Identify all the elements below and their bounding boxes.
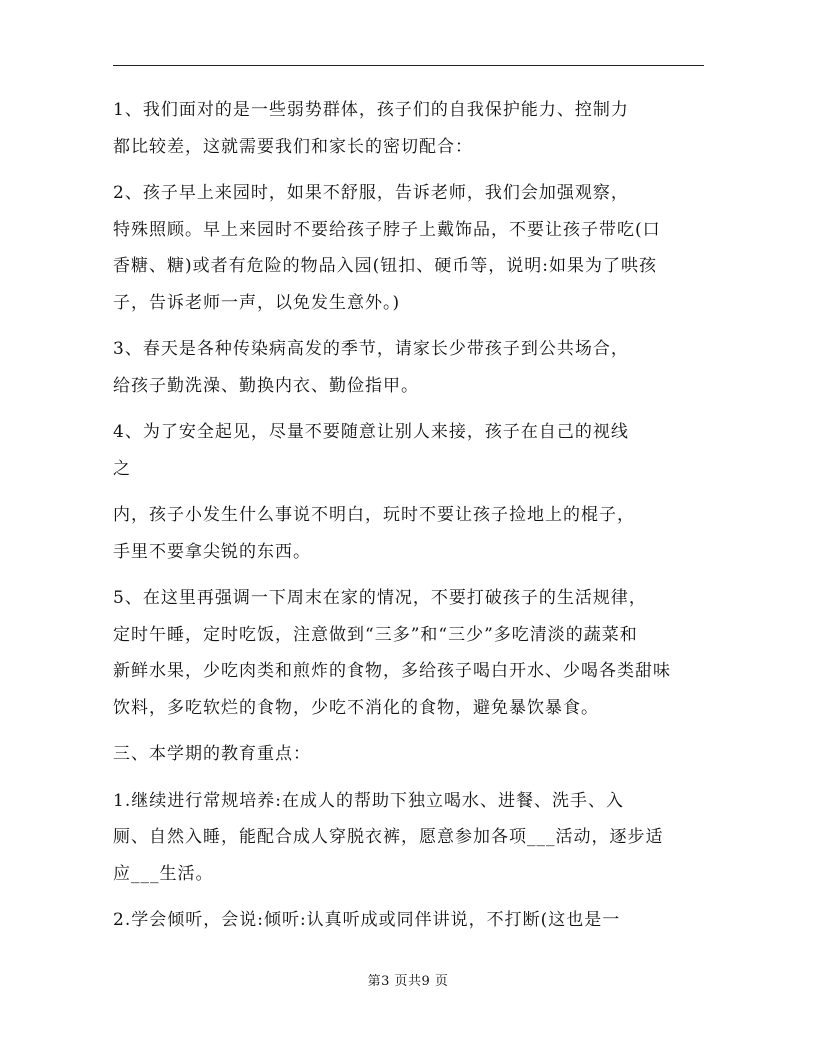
paragraph-line: 新鲜水果，少吃肉类和煎炸的食物，多给孩子喝白开水、少喝各类甜味 <box>113 661 671 681</box>
paragraph-line: 1、我们面对的是一些弱势群体，孩子们的自我保护能力、控制力 <box>113 100 629 120</box>
paragraph-1 <box>113 92 703 165</box>
paragraph-3 <box>113 331 703 404</box>
paragraph-line: 香糖、糖)或者有危险的物品入园(钮扣、硬币等，说明:如果为了哄孩 <box>113 256 657 276</box>
document-body <box>113 92 703 939</box>
paragraph-spacer <box>113 487 703 497</box>
paragraph-6 <box>113 580 703 726</box>
section-heading <box>113 736 703 773</box>
paragraph-spacer <box>113 404 703 414</box>
paragraph-line: 5、在这里再强调一下周末在家的情况，不要打破孩子的生活规律， <box>113 588 647 608</box>
header-divider <box>113 65 704 66</box>
paragraph-2 <box>113 175 703 321</box>
paragraph-line: 子，告诉老师一声，以免发生意外。) <box>113 292 401 313</box>
paragraph-line: 应___生活。 <box>113 863 214 884</box>
paragraph-5 <box>113 497 703 570</box>
paragraph-line: 1.继续进行常规培养:在成人的帮助下独立喝水、进餐、洗手、入 <box>113 790 624 811</box>
paragraph-8 <box>113 783 703 893</box>
paragraph-spacer <box>113 892 703 902</box>
paragraph-spacer <box>113 726 703 736</box>
paragraph-9 <box>113 902 703 939</box>
paragraph-spacer <box>113 773 703 783</box>
paragraph-line: 手里不要拿尖锐的东西。 <box>113 541 311 562</box>
paragraph-line: 特殊照顾。早上来园时不要给孩子脖子上戴饰品，不要让孩子带吃(口 <box>113 219 661 240</box>
paragraph-line: 之 <box>113 458 131 479</box>
paragraph-line: 3、春天是各种传染病高发的季节，请家长少带孩子到公共场合， <box>113 339 629 359</box>
page-number-footer: 第3 页共9 页 <box>367 974 449 989</box>
paragraph-line: 2.学会倾听，会说:倾听:认真听成或同伴讲说，不打断(这也是一 <box>113 910 621 930</box>
paragraph-4 <box>113 414 703 487</box>
paragraph-line: 2、孩子早上来园时，如果不舒服，告诉老师，我们会加强观察， <box>113 183 629 203</box>
paragraph-line: 三、本学期的教育重点： <box>113 744 311 764</box>
paragraph-line: 4、为了安全起见，尽量不要随意让别人来接，孩子在自己的视线 <box>113 422 629 442</box>
paragraph-line: 给孩子勤洗澡、勤换内衣、勤俭指甲。 <box>113 375 419 396</box>
paragraph-line: 厕、自然入睡，能配合成人穿脱衣裤，愿意参加各项___活动，逐步适 <box>113 827 664 847</box>
paragraph-line: 定时午睡，定时吃饭，注意做到“三多”和“三少”多吃清淡的蔬菜和 <box>113 624 638 645</box>
paragraph-spacer <box>113 570 703 580</box>
paragraph-line: 内，孩子小发生什么事说不明白，玩时不要让孩子捡地上的棍子， <box>113 505 635 525</box>
paragraph-spacer <box>113 321 703 331</box>
paragraph-line: 都比较差，这就需要我们和家长的密切配合： <box>113 136 473 157</box>
paragraph-line: 饮料，多吃软烂的食物，少吃不消化的食物，避免暴饮暴食。 <box>113 697 599 718</box>
paragraph-spacer <box>113 165 703 175</box>
